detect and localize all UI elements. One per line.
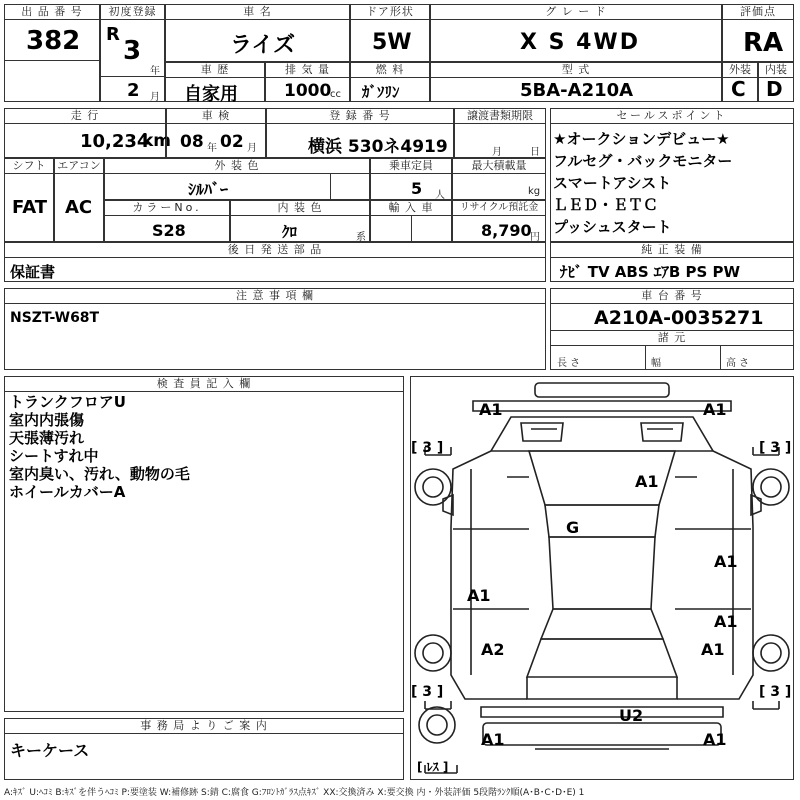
inspection-year-unit: 年 <box>207 143 217 154</box>
damage-mark: U2 <box>619 706 644 725</box>
tire-rating: [ 3 ] <box>411 684 444 700</box>
car-diagram-svg <box>411 377 793 779</box>
int-color-value: ｸﾛ <box>282 223 298 241</box>
transfer-month-unit: 月 <box>492 147 502 158</box>
damage-mark: A1 <box>703 730 727 749</box>
sales-point: スマートアシスト <box>553 174 672 192</box>
office-value: キーケース <box>10 741 90 760</box>
inspector-notes <box>9 393 190 501</box>
later-parts-label: 後 日 発 送 部 品 <box>5 243 545 258</box>
damage-mark: A2 <box>481 640 505 659</box>
inspection-year: 08 <box>180 132 204 152</box>
history-value: 自家用 <box>184 84 238 105</box>
damage-mark: A1 <box>703 400 727 419</box>
history-label: 車 歴 <box>166 63 264 78</box>
equipment-label: 純 正 装 備 <box>551 243 793 258</box>
color-label: 外 装 色 <box>105 159 369 174</box>
inspection-month-unit: 月 <box>247 143 257 154</box>
damage-mark: G <box>566 518 580 537</box>
inspector-note: 室内臭い、汚れ、動物の毛 <box>9 465 190 483</box>
load-unit: kg <box>528 186 541 197</box>
capacity-label: 乗車定員 <box>371 159 451 174</box>
sales-point: ★オークションデビュー★ <box>553 130 730 148</box>
transfer-day-unit: 日 <box>530 147 540 158</box>
inspector-label: 検 査 員 記 入 欄 <box>5 377 403 392</box>
inspector-note: 天張薄汚れ <box>9 429 85 447</box>
capacity-value: 5 <box>411 179 423 198</box>
interior-value: D <box>766 77 783 101</box>
sales-points-label: セールスポイント <box>551 109 793 124</box>
shift-label: シフト <box>5 159 53 174</box>
sales-points-list <box>553 128 732 238</box>
mileage-label: 走 行 <box>5 109 165 124</box>
int-color-unit: 系 <box>356 232 366 243</box>
displacement-label: 排 気 量 <box>266 63 349 78</box>
plate-label: 登 録 番 号 <box>267 109 453 124</box>
reg-month: 2 <box>127 80 140 101</box>
damage-mark: A1 <box>467 586 491 605</box>
ac-label: エアコン <box>55 159 103 174</box>
color-no-label: カラーNo. <box>105 201 229 216</box>
lot-label: 出 品 番 号 <box>5 5 99 20</box>
sales-point: プッシュスタート <box>553 218 672 236</box>
damage-mark: A1 <box>481 730 505 749</box>
inspector-note: トランクフロアU <box>9 393 126 411</box>
mileage-unit: km <box>142 131 172 151</box>
first-reg-label: 初度登録 <box>101 5 164 20</box>
grade-label: グ レ ー ド <box>431 5 721 20</box>
lot-number: 382 <box>26 26 81 56</box>
reg-year: 3 <box>123 36 142 66</box>
transfer-label: 譲渡書類期限 <box>455 109 545 124</box>
sales-point: ＬＥＤ・ＥＴＣ <box>553 196 659 214</box>
ac-value: AC <box>65 197 93 218</box>
reg-era: R <box>106 24 120 45</box>
caution-value: NSZT-W68T <box>10 310 100 326</box>
width-label: 幅 <box>651 358 661 369</box>
score-label: 評価点 <box>723 5 793 20</box>
specs-label: 諸 元 <box>551 331 793 346</box>
height-label: 高 さ <box>726 358 750 369</box>
office-label: 事 務 局 よ り ご 案 内 <box>5 719 403 734</box>
import-label: 輸 入 車 <box>371 201 451 216</box>
tire-rating: [ 3 ] <box>759 440 792 456</box>
inspector-note: シートすれ中 <box>9 447 99 465</box>
capacity-unit: 人 <box>435 190 445 201</box>
fuel-label: 燃 料 <box>351 63 429 78</box>
spare-tire-label: [ ﾚｽ ] <box>417 760 449 774</box>
displacement-unit: cc <box>330 89 341 100</box>
chassis-value: A210A-0035271 <box>594 307 764 329</box>
legend: A:ｷｽﾞ U:ﾍｺﾐ B:ｷｽﾞを伴うﾍｺﾐ P:要塗装 W:補修跡 S:錆 C:腐食 G:ﾌﾛﾝﾄｶﾞﾗｽ点ｷｽﾞ XX:交換済み X:要交換 内・外装評価 5段階ﾗﾝｸ順(A･B･C･D･E) 1 <box>4 788 585 798</box>
recycle-value: 8,790 <box>481 221 532 240</box>
tire-rating: [ 3 ] <box>759 684 792 700</box>
inspection-month: 02 <box>220 132 244 152</box>
reg-year-unit: 年 <box>150 66 160 77</box>
damage-mark: A1 <box>479 400 503 419</box>
interior-label: 内装 <box>759 63 793 78</box>
exterior-value: C <box>731 77 746 101</box>
damage-mark: A1 <box>714 552 738 571</box>
sales-point: フルセグ・バックモニター <box>553 152 733 170</box>
tire-rating: [ 3 ] <box>411 440 444 456</box>
model-value: 5BA-A210A <box>520 80 634 101</box>
door-value: 5W <box>372 30 412 55</box>
shift-value: FAT <box>12 197 48 218</box>
fuel-value: ｶﾞｿﾘﾝ <box>362 83 400 101</box>
score-value: RA <box>743 28 784 58</box>
plate-value: 横浜 530ネ4919 <box>308 137 448 157</box>
door-label: ドア形状 <box>351 5 429 20</box>
recycle-label: リサイクル預託金 <box>453 201 545 216</box>
mileage-value: 10,234 <box>80 131 150 152</box>
inspection-label: 車 検 <box>167 109 265 124</box>
damage-mark: A1 <box>714 612 738 631</box>
color-value: ｼﾙﾊﾞｰ <box>188 180 229 199</box>
inspector-note: 室内内張傷 <box>9 411 85 429</box>
load-label: 最大積載量 <box>453 159 545 174</box>
caution-label: 注 意 事 項 欄 <box>5 289 545 304</box>
inspector-note: ホイールカバーA <box>9 483 126 501</box>
reg-month-unit: 月 <box>150 92 160 103</box>
damage-mark: A1 <box>701 640 725 659</box>
car-name: ライズ <box>230 33 296 58</box>
recycle-unit: 円 <box>530 232 540 243</box>
color-no-value: S28 <box>152 221 186 240</box>
damage-diagram <box>410 376 794 780</box>
car-name-label: 車 名 <box>166 5 349 20</box>
later-parts-value: 保証書 <box>10 263 56 281</box>
damage-mark: A1 <box>635 472 659 491</box>
displacement-value: 1000 <box>284 81 332 101</box>
chassis-label: 車 台 番 号 <box>551 289 793 304</box>
int-color-label: 内 装 色 <box>231 201 369 216</box>
grade-value: X S 4WD <box>520 30 640 55</box>
equipment-value: ﾅﾋﾞ TV ABS ｴｱB PS PW <box>560 263 741 281</box>
length-label: 長 さ <box>557 358 581 369</box>
model-label: 型 式 <box>431 63 721 78</box>
exterior-label: 外装 <box>723 63 757 78</box>
